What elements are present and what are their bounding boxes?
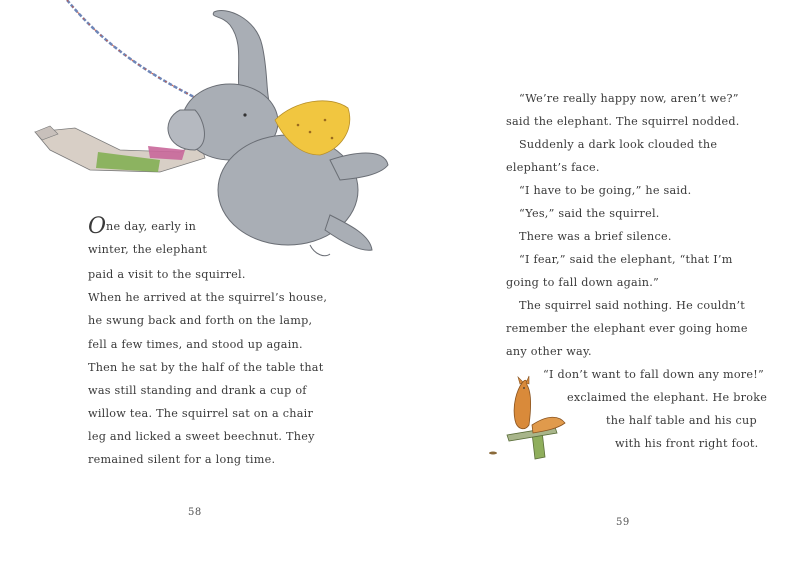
left-line-8: was still standing and drank a cup of [88, 384, 307, 397]
right-line-7: There was a brief silence. [519, 230, 672, 243]
right-line-3: Suddenly a dark look clouded the [519, 138, 718, 151]
right-line-5: “I have to be going,” he said. [519, 184, 692, 197]
left-line-3: paid a visit to the squirrel. [88, 268, 246, 281]
left-line-5: he swung back and forth on the lamp, [88, 314, 313, 327]
page-number-right: 59 [616, 517, 630, 528]
right-line-14: exclaimed the elephant. He broke [567, 391, 768, 404]
right-line-8: “I fear,” said the elephant, “that I’m [519, 253, 733, 266]
right-line-1: “We’re really happy now, aren’t we?” [519, 92, 739, 105]
left-line-6: fell a few times, and stood up again. [88, 338, 303, 351]
squirrel-illustration [487, 375, 587, 460]
right-line-12: any other way. [506, 345, 592, 358]
right-line-16: with his front right foot. [615, 437, 759, 450]
page-number-left: 58 [188, 507, 202, 518]
right-line-10: The squirrel said nothing. He couldn’t [519, 299, 746, 312]
left-line-2: winter, the elephant [88, 243, 208, 256]
left-line-9: willow tea. The squirrel sat on a chair [88, 407, 314, 420]
right-line-2: said the elephant. The squirrel nodded. [506, 115, 740, 128]
left-line-7: Then he sat by the half of the table that [88, 361, 324, 374]
right-page [405, 0, 810, 567]
elephant-illustration [30, 0, 400, 265]
left-line-1: One day, early in [88, 214, 197, 239]
left-line-10: leg and licked a sweet beechnut. They [88, 430, 315, 443]
right-line-6: “Yes,” said the squirrel. [519, 207, 660, 220]
squirrel-body [514, 380, 531, 429]
right-line-11: remember the elephant ever going home [506, 322, 748, 335]
right-line-13: “I don’t want to fall down any more!” [543, 368, 764, 381]
left-line-11: remained silent for a long time. [88, 453, 276, 466]
right-line-9: going to fall down again.” [506, 276, 660, 289]
drop-cap: O [88, 214, 107, 239]
left-line-4: When he arrived at the squirrel’s house, [88, 291, 328, 304]
right-line-15: the half table and his cup [606, 414, 757, 427]
lamp-cord [67, 0, 200, 100]
right-line-4: elephant’s face. [506, 161, 600, 174]
